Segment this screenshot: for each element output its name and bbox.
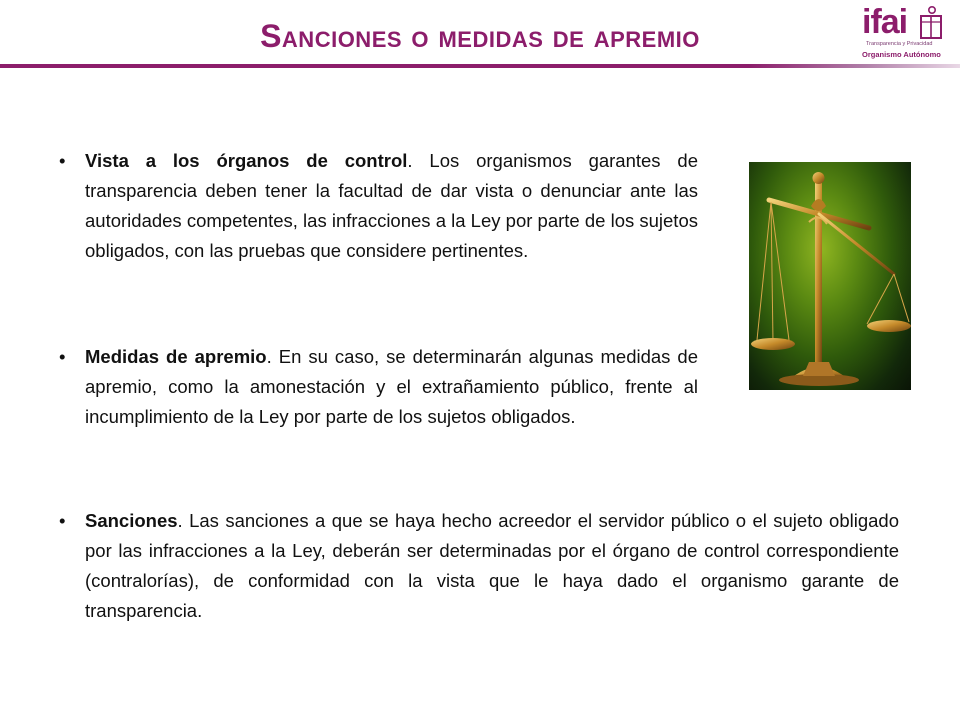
justice-scale-icon [749, 162, 911, 390]
bullet-text: . En su caso, se determinarán algunas medidas de apremio, como la amonestación y el extrañamiento público, frente al incumplimiento de la Ley por parte de los sujetos obligados. [85, 346, 699, 427]
bullet-marker: • [59, 510, 66, 531]
bullet-lead: Medidas de apremio [85, 346, 267, 367]
bullet-marker: • [59, 150, 66, 171]
bullet-text: . Las sanciones a que se haya hecho acreedor el servidor público o el sujeto obligado por las infracciones a la Ley, deberán ser determinadas por el órgano de control correspondiente (contralorías), de conformidad con la vista que le haya dado el organismo garante de transparencia. [85, 510, 899, 621]
bullet-vista-organos [59, 146, 698, 266]
title-divider [0, 64, 960, 68]
logo-wordmark: ifai [862, 3, 908, 41]
logo-subtitle: Transparencia y Privacidad [866, 41, 933, 47]
page-title: Sanciones o medidas de apremio [260, 18, 700, 54]
bullet-lead: Sanciones [85, 510, 178, 531]
logo-tagline: Organismo Autónomo [862, 50, 941, 59]
document-people-icon [918, 6, 944, 40]
bullet-medidas-apremio [59, 342, 699, 432]
ifai-logo [862, 4, 956, 62]
bullet-sanciones [59, 506, 899, 626]
justice-scale-image [749, 162, 911, 390]
bullet-lead: Vista a los órganos de control [85, 150, 408, 171]
bullet-marker: • [59, 346, 66, 367]
bullet-text: . Los organismos garantes de transparencia deben tener la facultad de dar vista o denunciar ante las autoridades competentes, las infracciones a la Ley por parte de los sujetos obligados, con las pruebas que considere pertinentes. [85, 150, 698, 261]
